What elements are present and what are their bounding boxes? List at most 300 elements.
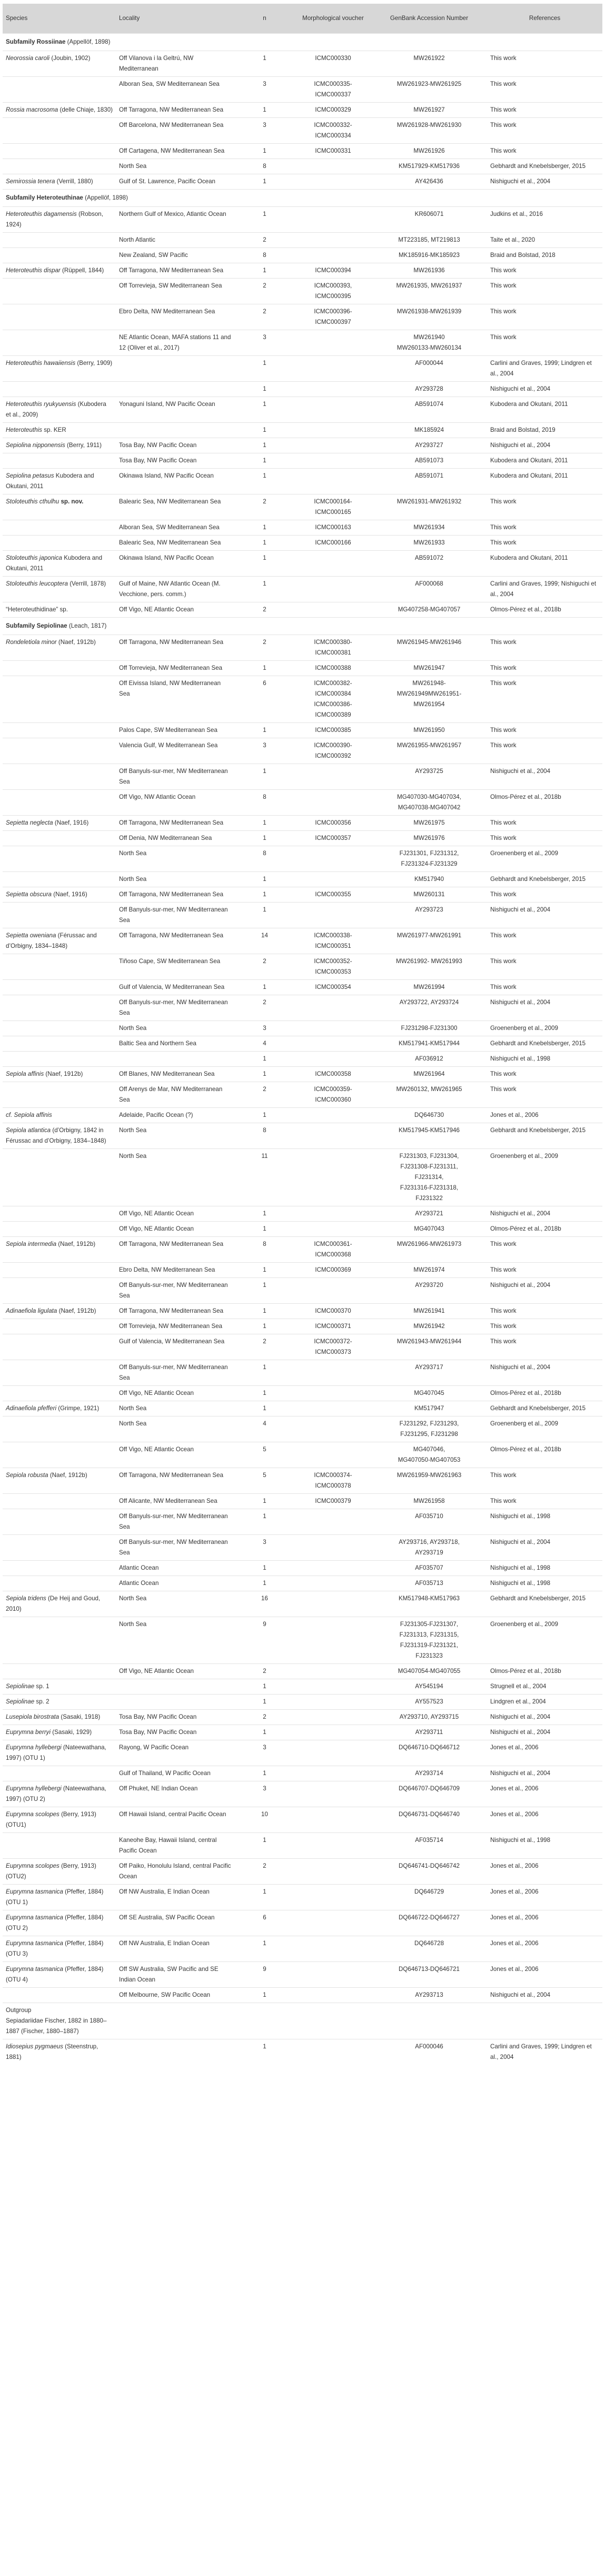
species-authority: sp. KER [44, 427, 66, 433]
locality-cell [116, 846, 234, 872]
n-cell [234, 51, 295, 77]
n-cell [234, 1108, 295, 1123]
voucher-cell [295, 764, 371, 790]
table-row [3, 1319, 602, 1334]
reference-cell [487, 1021, 602, 1036]
n-cell [234, 1962, 295, 1988]
accession-cell [371, 738, 487, 764]
n-cell [234, 723, 295, 738]
locality-cell [116, 1237, 234, 1263]
table-row [3, 1222, 602, 1237]
reference-cell [487, 330, 602, 356]
locality-text: Okinawa Island, NW Pacific Ocean [119, 472, 214, 479]
n-value: 2 [263, 1713, 266, 1720]
accession-id: DQ646731-DQ646740 [398, 1811, 460, 1818]
table-row [3, 764, 602, 790]
voucher-cell [295, 1304, 371, 1319]
locality-cell [116, 469, 234, 494]
n-value: 8 [263, 252, 266, 259]
species-cell [3, 1936, 116, 1962]
table-row [3, 1936, 602, 1962]
reference-text: Nishiguchi et al., 2004 [490, 178, 551, 185]
table-row [3, 174, 602, 190]
outgroup-family: Sepiadariidae Fischer, 1882 in 1880–1887 (Fischer, 1880–1887) [6, 2017, 107, 2035]
n-cell [234, 551, 295, 577]
locality-cell [116, 602, 234, 618]
species-name: Euprymna hyllebergi [6, 1785, 62, 1792]
reference-text: Nishiguchi et al., 1998 [490, 1513, 551, 1520]
locality-cell [116, 1710, 234, 1725]
locality-text: Gulf of Valencia, W Mediterranean Sea [119, 984, 225, 990]
reference-cell [487, 159, 602, 174]
voucher-cell [295, 536, 371, 551]
locality-text: Off NW Australia, E Indian Ocean [119, 1940, 210, 1947]
species-cell [3, 790, 116, 816]
reference-text: Olmos-Pérez et al., 2018b [490, 1668, 561, 1675]
n-cell [234, 77, 295, 103]
reference-text: This work [490, 984, 517, 990]
table-row [3, 356, 602, 382]
voucher-id: ICMC000381 [315, 649, 351, 656]
reference-text: Groenenberg et al., 2009 [490, 1025, 558, 1032]
voucher-id: ICMC000331 [315, 147, 351, 154]
accession-id: MK185916-MK185923 [398, 252, 460, 259]
locality-cell [116, 1509, 234, 1535]
voucher-id: ICMC000165 [315, 509, 351, 516]
n-value: 3 [263, 742, 266, 749]
reference-cell [487, 1237, 602, 1263]
n-value: 2 [263, 958, 266, 965]
voucher-cell [295, 304, 371, 330]
table-row [3, 453, 602, 469]
accession-id: AY293721 [415, 1210, 443, 1217]
locality-text: Off NW Australia, E Indian Ocean [119, 1888, 210, 1895]
reference-cell [487, 1679, 602, 1695]
species-name: Sepiolina petasus [6, 472, 54, 479]
voucher-cell [295, 1263, 371, 1278]
voucher-cell [295, 790, 371, 816]
voucher-cell [295, 738, 371, 764]
n-cell [234, 738, 295, 764]
species-cell [3, 954, 116, 980]
table-row [3, 635, 602, 661]
table-row [3, 903, 602, 928]
species-cell [3, 159, 116, 174]
species-name: Lusepiola birostrata [6, 1713, 59, 1720]
accession-id: MW261975 [413, 819, 445, 826]
subfamily-cell [3, 34, 602, 51]
species-name: Sepiolinae [6, 1698, 35, 1705]
reference-cell [487, 233, 602, 248]
reference-cell [487, 1304, 602, 1319]
table-row [3, 1468, 602, 1494]
table-row [3, 1591, 602, 1617]
accession-id: KM517929-KM517936 [398, 163, 460, 170]
accession-cell [371, 1021, 487, 1036]
locality-cell [116, 438, 234, 453]
accession-id: MG407054-MG407055 [398, 1668, 461, 1675]
reference-cell [487, 1740, 602, 1766]
voucher-id: ICMC000371 [315, 1323, 351, 1330]
accession-id: FJ231322 [415, 1195, 443, 1202]
species-cell [3, 1535, 116, 1561]
n-value: 9 [263, 1621, 266, 1628]
locality-text: Off SE Australia, SW Pacific Ocean [119, 1914, 215, 1921]
accession-cell [371, 144, 487, 159]
accession-cell [371, 263, 487, 279]
accession-cell [371, 207, 487, 233]
voucher-cell [295, 1108, 371, 1123]
locality-text: Northern Gulf of Mexico, Atlantic Ocean [119, 211, 226, 217]
locality-text: Off Tarragona, NW Mediterranean Sea [119, 106, 224, 113]
species-name: cf. Sepiola affinis [6, 1112, 52, 1118]
reference-cell [487, 1386, 602, 1401]
species-authority: (Pfeffer, 1884) (OTU 2) [6, 1914, 104, 1931]
voucher-id: ICMC000353 [315, 968, 351, 975]
locality-cell [116, 1206, 234, 1222]
accession-cell [371, 1494, 487, 1509]
locality-text: Alboran Sea, SW Mediterranean Sea [119, 81, 220, 87]
locality-cell [116, 356, 234, 382]
species-authority: (Naef, 1912b) [58, 1307, 96, 1314]
locality-text: North Sea [119, 1595, 147, 1602]
voucher-cell [295, 1591, 371, 1617]
reference-cell [487, 995, 602, 1021]
header-references: References [487, 4, 602, 34]
species-authority: (d’Orbigny, 1842 in Férussac and d’Orbigny, 1834–1848) [6, 1127, 106, 1144]
reference-text: This work [490, 1071, 517, 1077]
species-cell [3, 831, 116, 846]
accession-id: MK185924 [414, 427, 444, 433]
accession-id: MW261934 [413, 524, 445, 531]
species-authority: (Pfeffer, 1884) (OTU 3) [6, 1940, 104, 1957]
reference-text: Gebhardt and Knebelsberger, 2015 [490, 1040, 586, 1047]
reference-text: Gebhardt and Knebelsberger, 2015 [490, 1127, 586, 1134]
locality-cell [116, 1535, 234, 1561]
species-cell [3, 118, 116, 144]
reference-cell [487, 144, 602, 159]
voucher-id: ICMC000337 [315, 91, 351, 98]
locality-text: Kaneohe Bay, Hawaii Island, central Pacific Ocean [119, 1837, 217, 1854]
accession-cell [371, 1859, 487, 1885]
accession-cell [371, 1278, 487, 1304]
reference-text: Jones et al., 2006 [490, 1940, 539, 1947]
accession-id: FJ231298-FJ231300 [401, 1025, 458, 1032]
locality-text: Off Torrevieja, NW Mediterranean Sea [119, 1323, 223, 1330]
reference-cell [487, 1710, 602, 1725]
locality-cell [116, 1052, 234, 1067]
species-name: Sepiola intermedia [6, 1241, 57, 1247]
species-authority: (Naef, 1912b) [58, 639, 96, 646]
n-cell [234, 790, 295, 816]
species-cell [3, 1679, 116, 1695]
species-cell [3, 723, 116, 738]
voucher-cell [295, 1021, 371, 1036]
species-cell [3, 520, 116, 536]
table-body [3, 34, 602, 2065]
accession-id: MW261938-MW261939 [396, 308, 462, 315]
accession-id: AY293720 [415, 1282, 443, 1289]
voucher-cell [295, 1509, 371, 1535]
n-cell [234, 954, 295, 980]
accession-id: AY426436 [415, 178, 443, 185]
locality-cell [116, 1278, 234, 1304]
species-cell [3, 1123, 116, 1149]
accession-id: MW261992- MW261993 [396, 958, 462, 965]
locality-cell [116, 1360, 234, 1386]
accession-cell [371, 1442, 487, 1468]
locality-text: Off Vilanova i la Geltrú, NW Mediterranean [119, 55, 194, 72]
table-row [3, 954, 602, 980]
voucher-id: ICMC000368 [315, 1251, 351, 1258]
n-value: 6 [263, 680, 266, 687]
locality-cell [116, 816, 234, 831]
table-row [3, 1237, 602, 1263]
n-cell [234, 1052, 295, 1067]
voucher-id: ICMC000359- [314, 1086, 352, 1093]
voucher-cell [295, 1859, 371, 1885]
species-cell [3, 1319, 116, 1334]
n-cell [234, 2039, 295, 2065]
n-cell [234, 1664, 295, 1679]
n-cell [234, 438, 295, 453]
species-name: Euprymna hyllebergi [6, 1744, 62, 1751]
locality-cell [116, 1067, 234, 1082]
species-cell [3, 1617, 116, 1664]
reference-text: This work [490, 891, 517, 898]
species-name: Euprymna tasmanica [6, 1966, 63, 1973]
table-row [3, 928, 602, 954]
species-name: Sepietta neglecta [6, 819, 53, 826]
reference-text: Jones et al., 2006 [490, 1966, 539, 1973]
locality-text: Off Barcelona, NW Mediterranean Sea [119, 122, 224, 128]
header-voucher: Morphological voucher [295, 4, 371, 34]
species-name: Adinaefiola pfefferi [6, 1405, 57, 1412]
locality-cell [116, 1679, 234, 1695]
accession-cell [371, 1885, 487, 1910]
subfamily-authority: (Appellöf, 1898) [67, 38, 111, 45]
reference-text: This work [490, 1307, 517, 1314]
reference-cell [487, 1859, 602, 1885]
table-row [3, 738, 602, 764]
species-name: Sepiola affinis [6, 1071, 44, 1077]
n-cell [234, 1401, 295, 1416]
locality-cell [116, 1725, 234, 1740]
n-value: 1 [263, 665, 266, 671]
table-row [3, 144, 602, 159]
voucher-cell [295, 159, 371, 174]
accession-id: MG407038-MG407042 [398, 804, 461, 811]
species-cell [3, 1108, 116, 1123]
reference-text: This work [490, 308, 517, 315]
voucher-id: ICMC000356 [315, 819, 351, 826]
locality-text: Off Denia, NW Mediterranean Sea [119, 835, 212, 841]
n-cell [234, 536, 295, 551]
locality-text: Off Vigo, NW Atlantic Ocean [119, 794, 196, 800]
voucher-id: ICMC000335- [314, 81, 352, 87]
species-cell [3, 382, 116, 397]
reference-text: Gebhardt and Knebelsberger, 2015 [490, 876, 586, 883]
voucher-id: ICMC000372- [314, 1338, 352, 1345]
n-value: 1 [263, 1071, 266, 1077]
voucher-id: ICMC000389 [315, 711, 351, 718]
species-name: Sepietta oweniana [6, 932, 56, 939]
table-row [3, 248, 602, 263]
reference-cell [487, 453, 602, 469]
table-row [3, 1334, 602, 1360]
voucher-id: ICMC000329 [315, 106, 351, 113]
locality-cell [116, 872, 234, 887]
n-cell [234, 831, 295, 846]
species-cell [3, 1807, 116, 1833]
accession-id: FJ231305-FJ231307, [400, 1621, 459, 1628]
n-value: 1 [263, 554, 266, 561]
species-name: Sepiolina nipponensis [6, 442, 65, 449]
voucher-id: ICMC000392 [315, 752, 351, 759]
accession-id: MW261922 [413, 55, 445, 62]
reference-text: Kubodera and Okutani, 2011 [490, 472, 568, 479]
voucher-cell [295, 469, 371, 494]
table-row [3, 103, 602, 118]
n-value: 1 [263, 768, 266, 775]
n-value: 1 [263, 1770, 266, 1777]
accession-id: MW261959-MW261963 [396, 1472, 462, 1479]
table-row [3, 1386, 602, 1401]
accession-cell [371, 469, 487, 494]
accession-cell [371, 816, 487, 831]
locality-cell [116, 887, 234, 903]
species-cell [3, 1206, 116, 1222]
locality-cell [116, 263, 234, 279]
n-cell [234, 1222, 295, 1237]
species-name: “Heteroteuthidinae” sp. [6, 606, 68, 613]
n-value: 3 [263, 1539, 266, 1545]
voucher-cell [295, 1936, 371, 1962]
table-row [3, 995, 602, 1021]
voucher-id: ICMC000379 [315, 1498, 351, 1504]
table-row [3, 469, 602, 494]
reference-text: Braid and Bolstad, 2019 [490, 427, 556, 433]
accession-id: MT223185, MT219813 [398, 236, 460, 243]
n-value: 1 [263, 1307, 266, 1314]
n-cell [234, 980, 295, 995]
voucher-cell [295, 1334, 371, 1360]
reference-cell [487, 2039, 602, 2065]
n-value: 1 [263, 891, 266, 898]
species-cell [3, 1859, 116, 1885]
n-value: 3 [263, 334, 266, 341]
reference-cell [487, 279, 602, 304]
species-cell [3, 872, 116, 887]
voucher-id: ICMC000354 [315, 984, 351, 990]
accession-cell [371, 520, 487, 536]
voucher-cell [295, 1695, 371, 1710]
subfamily-authority: (Leach, 1817) [68, 622, 107, 629]
species-authority: sp. 2 [36, 1698, 49, 1705]
species-cell [3, 1082, 116, 1108]
species-cell [3, 1885, 116, 1910]
n-cell [234, 577, 295, 602]
reference-cell [487, 903, 602, 928]
subfamily-cell [3, 190, 602, 207]
n-cell [234, 1535, 295, 1561]
reference-text: Groenenberg et al., 2009 [490, 850, 558, 857]
n-cell [234, 356, 295, 382]
species-cell [3, 1237, 116, 1263]
accession-id: AF000046 [415, 2043, 443, 2050]
accession-id: DQ646713-DQ646721 [398, 1966, 460, 1973]
locality-text: Tosa Bay, NW Pacific Ocean [119, 1713, 197, 1720]
reference-cell [487, 1885, 602, 1910]
reference-cell [487, 438, 602, 453]
locality-cell [116, 51, 234, 77]
table-row [3, 1494, 602, 1509]
accession-cell [371, 1509, 487, 1535]
locality-cell [116, 790, 234, 816]
subfamily-cell [3, 618, 602, 635]
locality-cell [116, 233, 234, 248]
table-row [3, 1576, 602, 1591]
species-name: Stoloteuthis cthulhu [6, 498, 59, 505]
locality-text: Off Vigo, NE Atlantic Ocean [119, 1390, 194, 1396]
reference-text: Jones et al., 2006 [490, 1888, 539, 1895]
reference-text: This work [490, 958, 517, 965]
table-row [3, 577, 602, 602]
reference-cell [487, 1108, 602, 1123]
locality-cell [116, 159, 234, 174]
locality-text: NE Atlantic Ocean, MAFA stations 11 and 12 (Oliver et al., 2017) [119, 334, 231, 351]
accession-cell [371, 1833, 487, 1859]
n-value: 11 [261, 1153, 268, 1160]
table-row [3, 207, 602, 233]
reference-text: This work [490, 106, 517, 113]
reference-text: This work [490, 1241, 517, 1247]
voucher-cell [295, 1468, 371, 1494]
reference-text: This work [490, 1338, 517, 1345]
reference-cell [487, 887, 602, 903]
locality-text: Off Tarragona, NW Mediterranean Sea [119, 1472, 224, 1479]
accession-id: AY293727 [415, 442, 443, 449]
species-cell [3, 1988, 116, 2003]
n-value: 1 [263, 539, 266, 546]
reference-cell [487, 764, 602, 790]
voucher-cell [295, 635, 371, 661]
accession-cell [371, 536, 487, 551]
n-cell [234, 1725, 295, 1740]
voucher-id: ICMC000386- [314, 701, 352, 708]
locality-cell [116, 423, 234, 438]
accession-cell [371, 1319, 487, 1334]
accession-cell [371, 279, 487, 304]
n-cell [234, 1082, 295, 1108]
n-cell [234, 1561, 295, 1576]
voucher-cell [295, 1710, 371, 1725]
accession-id: FJ231324-FJ231329 [401, 860, 458, 867]
locality-cell [116, 1576, 234, 1591]
n-value: 1 [263, 876, 266, 883]
voucher-cell [295, 602, 371, 618]
n-value: 2 [263, 282, 266, 289]
voucher-cell [295, 330, 371, 356]
n-value: 10 [261, 1811, 268, 1818]
n-cell [234, 602, 295, 618]
reference-cell [487, 77, 602, 103]
locality-cell [116, 1021, 234, 1036]
reference-text: Nishiguchi et al., 2004 [490, 1210, 551, 1217]
n-cell [234, 846, 295, 872]
n-cell [234, 1021, 295, 1036]
table-row [3, 397, 602, 423]
